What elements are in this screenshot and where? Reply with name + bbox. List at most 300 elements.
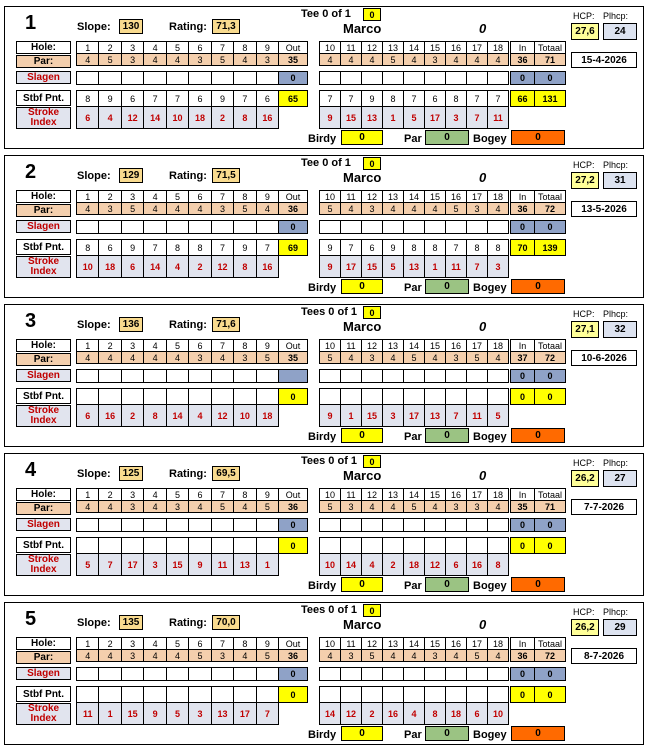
hcp-value[interactable]: 27,6 (571, 23, 599, 40)
slagen-grand-total: 0 (535, 668, 566, 681)
slagen-input[interactable] (362, 221, 383, 234)
stbf-cell: 9 (320, 240, 341, 256)
stroke-index-cell: 1 (99, 703, 121, 725)
hole-number: 13 (383, 191, 404, 203)
stroke-index-cell: 9 (320, 405, 341, 427)
hole-number: 3 (121, 340, 143, 352)
slope-value[interactable]: 136 (119, 317, 143, 332)
front-stbf-grid (76, 90, 308, 129)
slagen-input[interactable] (166, 370, 188, 383)
hcp-value[interactable]: 26,2 (571, 619, 599, 636)
stbf-cell (341, 538, 362, 554)
stroke-index-cell: 18 (256, 405, 278, 427)
slagen-out-total: 0 (279, 221, 308, 234)
slagen-input[interactable] (256, 370, 278, 383)
slagen-input[interactable] (467, 72, 488, 85)
slagen-input[interactable] (362, 72, 383, 85)
stroke-index-cell: 9 (320, 107, 341, 129)
par-cell: 4 (341, 54, 362, 66)
stbf-cell (467, 538, 488, 554)
slope-value[interactable]: 130 (119, 19, 143, 34)
stbf-cell: 9 (362, 91, 383, 107)
slagen-input[interactable] (144, 221, 166, 234)
stbf-cell: 7 (320, 91, 341, 107)
hole-number: 5 (166, 191, 188, 203)
slope-value[interactable]: 129 (119, 168, 143, 183)
slagen-input[interactable] (234, 370, 256, 383)
hole-number: 13 (383, 489, 404, 501)
hole-number: 11 (341, 638, 362, 650)
par-cell: 5 (467, 352, 488, 364)
slagen-row-label: Slagen (16, 220, 71, 233)
slagen-input[interactable] (383, 668, 404, 681)
round-date[interactable]: 15-4-2026 (571, 52, 637, 68)
par-cell: 4 (383, 203, 404, 215)
slagen-input[interactable] (77, 668, 99, 681)
slagen-input[interactable] (488, 221, 509, 234)
slagen-input[interactable] (211, 221, 233, 234)
stroke-index-cell: 8 (234, 256, 256, 278)
hole-number: 1 (77, 42, 99, 54)
front-stroke-index-row (77, 554, 308, 576)
stbf-cell (320, 389, 341, 405)
tee-value[interactable]: 0 (363, 306, 381, 319)
slagen-input[interactable] (121, 519, 143, 532)
back-hole-row (320, 42, 566, 54)
slagen-input[interactable] (77, 519, 99, 532)
slagen-input[interactable] (341, 668, 362, 681)
slagen-row-label: Slagen (16, 667, 71, 680)
hole-number: 1 (77, 191, 99, 203)
slagen-input[interactable] (383, 72, 404, 85)
par-cell: 4 (166, 650, 188, 662)
slagen-in-total: 0 (511, 221, 535, 234)
slagen-input[interactable] (362, 668, 383, 681)
slagen-input[interactable] (425, 370, 446, 383)
bogey-count[interactable]: 0 (511, 428, 565, 443)
hole-row-label: Hole: (16, 339, 71, 352)
slagen-input[interactable] (189, 370, 211, 383)
birdy-label: Birdy (308, 580, 337, 592)
slagen-input[interactable] (341, 519, 362, 532)
slagen-input[interactable] (77, 72, 99, 85)
hole-number: 10 (320, 191, 341, 203)
plhcp-value[interactable]: 29 (603, 619, 637, 636)
par-cell: 4 (425, 501, 446, 513)
column-gap (535, 107, 566, 129)
par-cell: 3 (446, 501, 467, 513)
slagen-input[interactable] (425, 519, 446, 532)
round-date[interactable]: 13-5-2026 (571, 201, 637, 217)
slagen-input[interactable] (446, 72, 467, 85)
slagen-input[interactable] (320, 668, 341, 681)
slagen-input[interactable] (467, 668, 488, 681)
hole-number: 11 (341, 489, 362, 501)
front-slagen-row (77, 519, 308, 532)
stbf-cell: 7 (404, 91, 425, 107)
stbf-cell: 7 (467, 91, 488, 107)
par-count[interactable]: 0 (425, 428, 469, 443)
card-number: 1 (25, 12, 37, 34)
stroke-label-line2: Index (30, 564, 57, 575)
slagen-input[interactable] (404, 668, 425, 681)
slagen-grand-total: 0 (535, 72, 566, 85)
stroke-index-cell: 10 (320, 554, 341, 576)
plhcp-label: Plhcp: (603, 458, 629, 468)
slagen-input[interactable] (211, 519, 233, 532)
slagen-input[interactable] (121, 370, 143, 383)
stroke-index-cell: 18 (446, 703, 467, 725)
slagen-input[interactable] (488, 72, 509, 85)
slagen-input[interactable] (99, 370, 121, 383)
hcp-label: HCP: (573, 607, 595, 617)
stbf-cell: 7 (341, 240, 362, 256)
birdy-count[interactable]: 0 (341, 130, 383, 145)
tee-value[interactable]: 0 (363, 455, 381, 468)
slope-value[interactable]: 125 (119, 466, 143, 481)
stroke-index-cell: 13 (234, 554, 256, 576)
slagen-input[interactable] (467, 370, 488, 383)
back-stbf-grid (319, 537, 566, 576)
stroke-index-cell: 1 (425, 256, 446, 278)
in-header: In (511, 489, 535, 501)
par-cell: 5 (234, 203, 256, 215)
back-hole-row (320, 638, 566, 650)
stbf-cell (320, 538, 341, 554)
back-slagen-row (320, 668, 566, 681)
column-gap (279, 554, 308, 576)
slagen-input[interactable] (404, 370, 425, 383)
slagen-input[interactable] (166, 519, 188, 532)
slagen-input[interactable] (425, 668, 446, 681)
stbf-cell (144, 687, 166, 703)
stroke-index-cell: 16 (256, 107, 278, 129)
front-par-row (77, 203, 308, 215)
par-in-total: 36 (511, 203, 535, 215)
front-stroke-index-row (77, 405, 308, 427)
par-cell: 3 (362, 352, 383, 364)
front-stroke-index-row (77, 107, 308, 129)
slagen-input[interactable] (383, 519, 404, 532)
plhcp-value[interactable]: 27 (603, 470, 637, 487)
slagen-input[interactable] (234, 519, 256, 532)
slope-label: Slope: (77, 21, 111, 33)
stbf-in-total: 70 (511, 240, 535, 256)
stbf-cell: 8 (488, 240, 509, 256)
slagen-input[interactable] (446, 370, 467, 383)
stbf-cell (166, 538, 188, 554)
stbf-cell (341, 687, 362, 703)
par-cell: 5 (404, 352, 425, 364)
stbf-cell (467, 687, 488, 703)
stbf-in-total: 0 (511, 687, 535, 703)
stroke-index-cell: 11 (488, 107, 509, 129)
slagen-input[interactable] (99, 519, 121, 532)
slagen-input[interactable] (211, 370, 233, 383)
round-date[interactable]: 10-6-2026 (571, 350, 637, 366)
stroke-index-cell: 16 (99, 405, 121, 427)
back-slagen-row (320, 72, 566, 85)
hole-number: 8 (234, 489, 256, 501)
stbf-grand-total: 0 (535, 687, 566, 703)
slagen-input[interactable] (144, 370, 166, 383)
hole-number: 2 (99, 191, 121, 203)
bogey-count[interactable]: 0 (511, 130, 565, 145)
front-hole-row (77, 638, 308, 650)
tee-label: Tees 0 of 1 (301, 604, 358, 616)
stroke-index-cell: 2 (121, 405, 143, 427)
slagen-input[interactable] (383, 370, 404, 383)
hole-number: 8 (234, 191, 256, 203)
par-cell: 5 (211, 54, 233, 66)
stbf-cell: 6 (256, 91, 278, 107)
hole-number: 15 (425, 340, 446, 352)
round-date[interactable]: 8-7-2026 (571, 648, 637, 664)
par-cell: 4 (404, 650, 425, 662)
slagen-input[interactable] (211, 668, 233, 681)
bogey-count[interactable]: 0 (511, 726, 565, 741)
slagen-input[interactable] (320, 72, 341, 85)
slagen-input[interactable] (320, 519, 341, 532)
stbf-cell: 8 (425, 240, 446, 256)
hcp-label: HCP: (573, 309, 595, 319)
slagen-input[interactable] (467, 221, 488, 234)
column-gap (535, 405, 566, 427)
plhcp-value[interactable]: 31 (603, 172, 637, 189)
slagen-input[interactable] (404, 72, 425, 85)
rating-value[interactable]: 71,6 (212, 317, 240, 332)
rating-value[interactable]: 71,3 (212, 19, 240, 34)
par-row-label: Par: (16, 204, 71, 217)
slagen-input[interactable] (144, 668, 166, 681)
par-count[interactable]: 0 (425, 726, 469, 741)
birdy-count[interactable]: 0 (341, 279, 383, 294)
par-row-label: Par: (16, 353, 71, 366)
rating-value[interactable]: 70,0 (212, 615, 240, 630)
back-slagen-row (320, 370, 566, 383)
slagen-input[interactable] (77, 221, 99, 234)
hole-number: 5 (166, 42, 188, 54)
par-cell: 4 (144, 203, 166, 215)
slagen-input[interactable] (234, 668, 256, 681)
stbf-cell (404, 687, 425, 703)
stbf-cell (211, 687, 233, 703)
slagen-grand-total: 0 (535, 370, 566, 383)
par-cell: 3 (341, 650, 362, 662)
stbf-cell (446, 538, 467, 554)
slagen-input[interactable] (189, 668, 211, 681)
birdy-count[interactable]: 0 (341, 726, 383, 741)
front-par-row (77, 650, 308, 662)
slagen-input[interactable] (362, 519, 383, 532)
hole-number: 13 (383, 42, 404, 54)
hole-number: 7 (211, 638, 233, 650)
slagen-input[interactable] (121, 668, 143, 681)
plhcp-label: Plhcp: (603, 607, 629, 617)
stbf-out-total: 69 (279, 240, 308, 256)
stroke-index-cell: 3 (383, 405, 404, 427)
slagen-input[interactable] (99, 221, 121, 234)
slagen-input[interactable] (425, 221, 446, 234)
slagen-input[interactable] (144, 72, 166, 85)
slagen-input[interactable] (362, 370, 383, 383)
slagen-input[interactable] (189, 519, 211, 532)
hole-number: 5 (166, 638, 188, 650)
stbf-cell (446, 389, 467, 405)
scorecard-3 (4, 304, 644, 447)
par-count[interactable]: 0 (425, 577, 469, 592)
slope-value[interactable]: 135 (119, 615, 143, 630)
bogey-count[interactable]: 0 (511, 577, 565, 592)
front-slagen-grid (76, 220, 308, 234)
slagen-input[interactable] (320, 221, 341, 234)
slagen-input[interactable] (234, 72, 256, 85)
slagen-input[interactable] (166, 668, 188, 681)
par-row-label: Par: (16, 651, 71, 664)
par-cell: 5 (121, 203, 143, 215)
stroke-index-cell: 11 (467, 405, 488, 427)
back-hole-row (320, 340, 566, 352)
stroke-index-cell: 9 (144, 703, 166, 725)
stroke-index-cell: 13 (211, 703, 233, 725)
slagen-input[interactable] (189, 221, 211, 234)
slagen-input[interactable] (256, 221, 278, 234)
tee-value[interactable]: 0 (363, 8, 381, 21)
stroke-index-cell: 8 (144, 405, 166, 427)
round-date[interactable]: 7-7-2026 (571, 499, 637, 515)
plhcp-value[interactable]: 32 (603, 321, 637, 338)
slagen-input[interactable] (144, 519, 166, 532)
par-cell: 3 (211, 650, 233, 662)
slagen-input[interactable] (404, 519, 425, 532)
hole-number: 3 (121, 489, 143, 501)
slagen-input[interactable] (320, 370, 341, 383)
hole-number: 6 (189, 489, 211, 501)
hcp-value[interactable]: 27,2 (571, 172, 599, 189)
slagen-input[interactable] (488, 519, 509, 532)
par-cell: 5 (211, 501, 233, 513)
par-count[interactable]: 0 (425, 279, 469, 294)
par-cell: 3 (425, 54, 446, 66)
par-cell: 3 (121, 650, 143, 662)
par-count-label: Par (404, 729, 422, 741)
slagen-input[interactable] (256, 72, 278, 85)
par-cell: 3 (121, 54, 143, 66)
tee-value[interactable]: 0 (363, 604, 381, 617)
par-grand-total: 72 (535, 352, 566, 364)
player-name: Marco (343, 319, 382, 334)
slagen-input[interactable] (446, 221, 467, 234)
stbf-row-label: Stbf Pnt. (16, 90, 71, 106)
stbf-grand-total: 139 (535, 240, 566, 256)
hole-number: 8 (234, 340, 256, 352)
par-cell: 4 (99, 501, 121, 513)
card-number: 5 (25, 608, 37, 630)
stbf-cell (99, 687, 121, 703)
back-stbf-grid (319, 90, 566, 129)
stbf-cell: 8 (77, 91, 99, 107)
hole-number: 7 (211, 489, 233, 501)
par-cell: 4 (383, 501, 404, 513)
slagen-input[interactable] (446, 668, 467, 681)
back-par-row (320, 650, 566, 662)
stbf-cell: 7 (488, 91, 509, 107)
par-cell: 4 (77, 352, 99, 364)
par-cell: 5 (256, 501, 278, 513)
front-hole-row (77, 42, 308, 54)
stroke-index-cell: 6 (77, 405, 99, 427)
slagen-input[interactable] (256, 519, 278, 532)
stbf-cell: 8 (166, 240, 188, 256)
par-grand-total: 71 (535, 501, 566, 513)
slagen-input[interactable] (166, 72, 188, 85)
birdy-count[interactable]: 0 (341, 428, 383, 443)
slagen-input[interactable] (99, 668, 121, 681)
slagen-input[interactable] (99, 72, 121, 85)
stbf-cell: 8 (77, 240, 99, 256)
stroke-index-cell: 13 (425, 405, 446, 427)
hcp-value[interactable]: 26,2 (571, 470, 599, 487)
slagen-input[interactable] (488, 668, 509, 681)
plhcp-value[interactable]: 24 (603, 23, 637, 40)
stbf-cell (234, 538, 256, 554)
back-stbf-grid (319, 686, 566, 725)
player-score: 0 (479, 617, 487, 632)
stroke-index-cell: 5 (383, 256, 404, 278)
slagen-input[interactable] (189, 72, 211, 85)
slagen-input[interactable] (383, 221, 404, 234)
slagen-row-label: Slagen (16, 369, 71, 382)
bogey-label: Bogey (473, 431, 507, 443)
slagen-input[interactable] (446, 519, 467, 532)
slagen-input[interactable] (211, 72, 233, 85)
slagen-input[interactable] (488, 370, 509, 383)
slagen-input[interactable] (77, 370, 99, 383)
stbf-cell (488, 389, 509, 405)
birdy-count[interactable]: 0 (341, 577, 383, 592)
tee-value[interactable]: 0 (363, 157, 381, 170)
rating-value[interactable]: 69,5 (212, 466, 240, 481)
slagen-input[interactable] (121, 221, 143, 234)
hcp-value[interactable]: 27,1 (571, 321, 599, 338)
slagen-input[interactable] (341, 72, 362, 85)
stbf-cell: 7 (234, 91, 256, 107)
slagen-input[interactable] (341, 370, 362, 383)
stroke-index-cell: 12 (211, 405, 233, 427)
slagen-input[interactable] (234, 221, 256, 234)
slagen-input[interactable] (467, 519, 488, 532)
front-par-row (77, 352, 308, 364)
par-count[interactable]: 0 (425, 130, 469, 145)
slagen-input[interactable] (341, 221, 362, 234)
slagen-input[interactable] (121, 72, 143, 85)
hole-number: 2 (99, 340, 121, 352)
slagen-input[interactable] (425, 72, 446, 85)
rating-value[interactable]: 71,5 (212, 168, 240, 183)
stbf-cell (77, 687, 99, 703)
slagen-input[interactable] (404, 221, 425, 234)
slagen-input[interactable] (166, 221, 188, 234)
par-cell: 3 (446, 352, 467, 364)
slagen-input[interactable] (256, 668, 278, 681)
hole-number: 9 (256, 42, 278, 54)
slope-label: Slope: (77, 319, 111, 331)
back-stbf-grid (319, 239, 566, 278)
back-par-row (320, 54, 566, 66)
stbf-row-label: Stbf Pnt. (16, 537, 71, 553)
slagen-in-total: 0 (511, 72, 535, 85)
bogey-count[interactable]: 0 (511, 279, 565, 294)
